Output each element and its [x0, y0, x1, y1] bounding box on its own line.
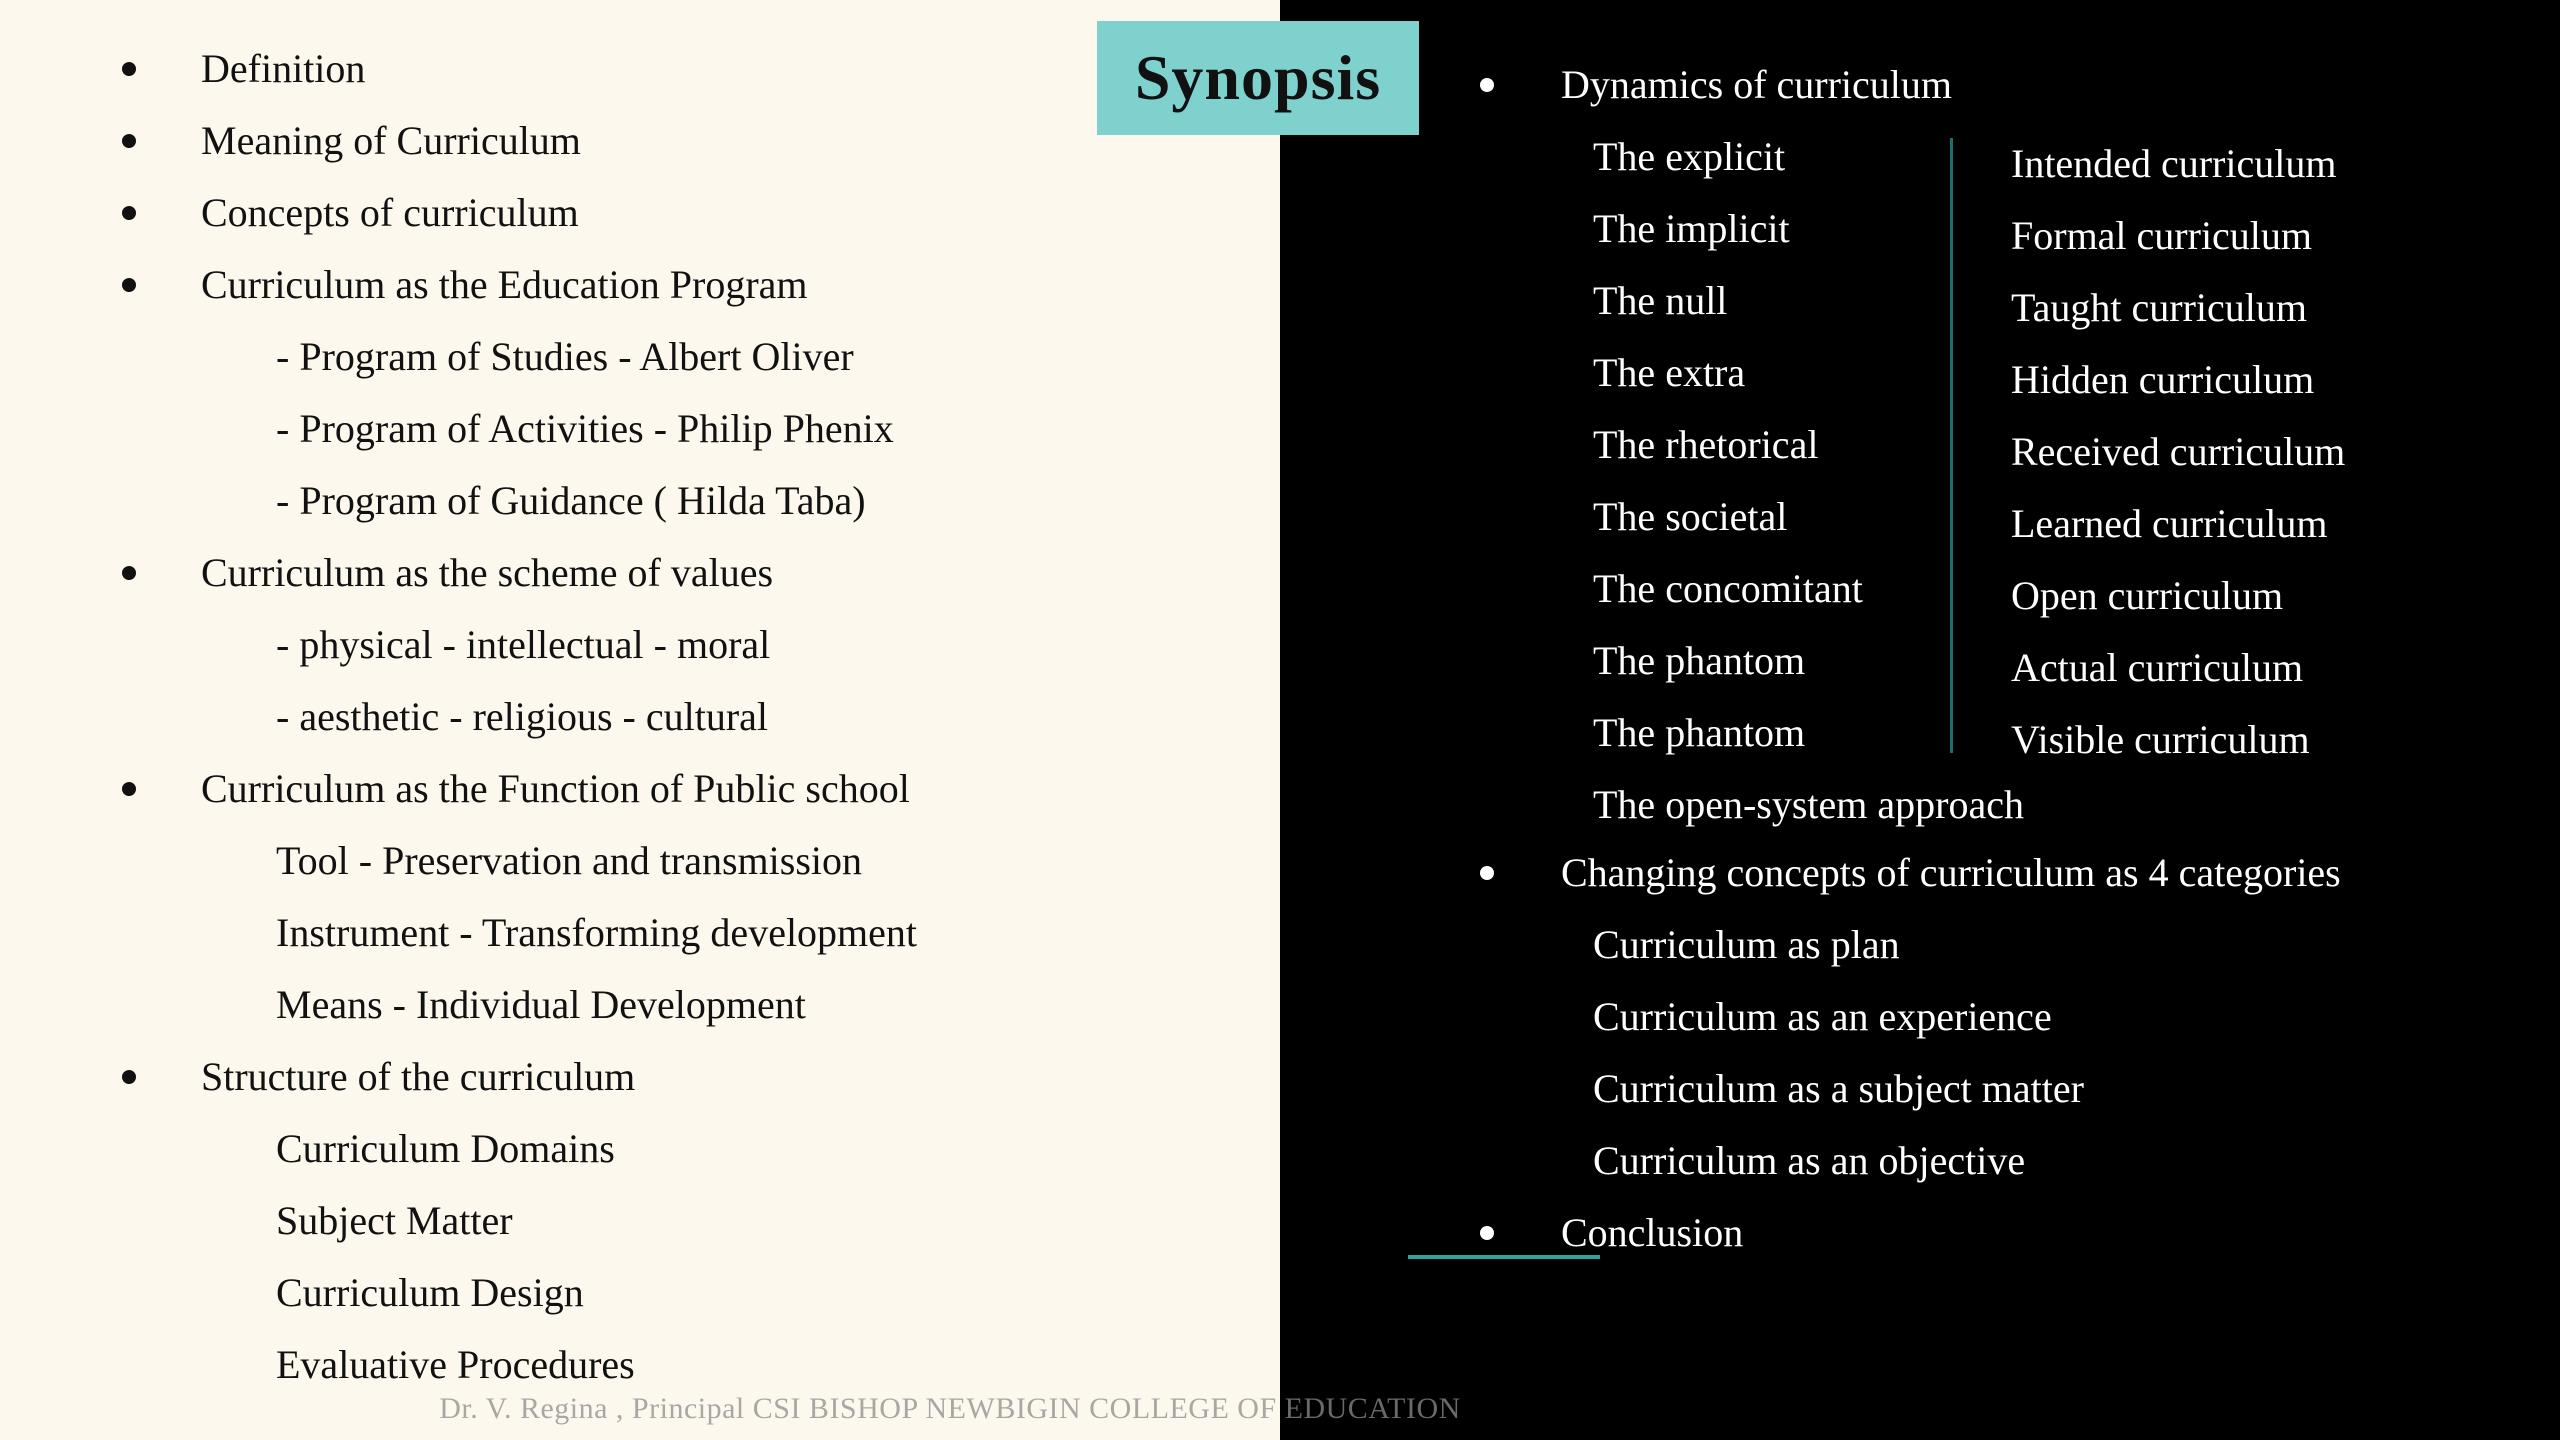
changing-item: Curriculum as an experience	[1593, 994, 2052, 1039]
dynamics-type: The extra	[1593, 350, 1746, 395]
open-system-approach: The open-system approach	[1593, 782, 2024, 827]
curriculum-type: Open curriculum	[2011, 573, 2284, 618]
subtopic: Curriculum Domains	[276, 1126, 615, 1171]
curriculum-type: Hidden curriculum	[2011, 357, 2315, 402]
dynamics-type: The null	[1593, 278, 1728, 323]
bullet	[122, 134, 136, 148]
bullet	[122, 1070, 136, 1084]
dynamics-type: The societal	[1593, 494, 1788, 539]
topic-concepts: Concepts of curriculum	[201, 190, 579, 235]
curriculum-type: Visible curriculum	[2011, 717, 2310, 762]
column-divider	[1950, 138, 1953, 753]
changing-heading: Changing concepts of curriculum as 4 categories	[1561, 850, 2341, 895]
changing-item: Curriculum as a subject matter	[1593, 1066, 2084, 1111]
bullet	[122, 782, 136, 796]
curriculum-type: Formal curriculum	[2011, 213, 2313, 258]
subtopic: Means - Individual Development	[276, 982, 806, 1027]
changing-item: Curriculum as plan	[1593, 922, 1900, 967]
dynamics-heading: Dynamics of curriculum	[1561, 62, 1952, 107]
dynamics-type: The explicit	[1593, 134, 1786, 179]
accent-underline	[1408, 1255, 1600, 1259]
changing-item: Curriculum as an objective	[1593, 1138, 2026, 1183]
subtopic: Subject Matter	[276, 1198, 513, 1243]
subtopic: - Program of Studies - Albert Oliver	[276, 334, 854, 379]
curriculum-type: Actual curriculum	[2011, 645, 2304, 690]
dynamics-type: The phantom	[1593, 638, 1806, 683]
bullet	[122, 206, 136, 220]
footer-text: Dr. V. Regina , Principal CSI BISHOP NEWBIGIN COLLEGE OF EDUCATION	[439, 1392, 1461, 1425]
slide-title: Synopsis	[1097, 21, 1419, 135]
bullet	[122, 62, 136, 76]
subtopic: Tool - Preservation and transmission	[276, 838, 862, 883]
subtopic: Evaluative Procedures	[276, 1342, 635, 1387]
topic-education-program: Curriculum as the Education Program	[201, 262, 808, 307]
bullet	[1480, 78, 1494, 92]
subtopic: Curriculum Design	[276, 1270, 584, 1315]
bullet	[1480, 866, 1494, 880]
curriculum-type: Learned curriculum	[2011, 501, 2328, 546]
curriculum-type: Received curriculum	[2011, 429, 2346, 474]
bullet	[122, 278, 136, 292]
dynamics-type: The phantom	[1593, 710, 1806, 755]
dynamics-type: The implicit	[1593, 206, 1790, 251]
topic-structure: Structure of the curriculum	[201, 1054, 636, 1099]
dynamics-type: The concomitant	[1593, 566, 1863, 611]
right-panel	[1280, 0, 2560, 1440]
subtopic: - Program of Activities - Philip Phenix	[276, 406, 894, 451]
bullet	[122, 566, 136, 580]
topic-definition: Definition	[201, 46, 366, 91]
topic-function-public-school: Curriculum as the Function of Public school	[201, 766, 910, 811]
bullet	[1480, 1226, 1494, 1240]
footer-credit	[0, 1392, 2560, 1426]
subtopic: - physical - intellectual - moral	[276, 622, 771, 667]
topic-meaning: Meaning of Curriculum	[201, 118, 581, 163]
dynamics-type: The rhetorical	[1593, 422, 1819, 467]
subtopic: Instrument - Transforming development	[276, 910, 918, 955]
subtopic: - Program of Guidance ( Hilda Taba)	[276, 478, 866, 523]
topic-scheme-of-values: Curriculum as the scheme of values	[201, 550, 774, 595]
curriculum-type: Intended curriculum	[2011, 141, 2337, 186]
subtopic: - aesthetic - religious - cultural	[276, 694, 769, 739]
curriculum-type: Taught curriculum	[2011, 285, 2307, 330]
conclusion: Conclusion	[1561, 1210, 1744, 1255]
